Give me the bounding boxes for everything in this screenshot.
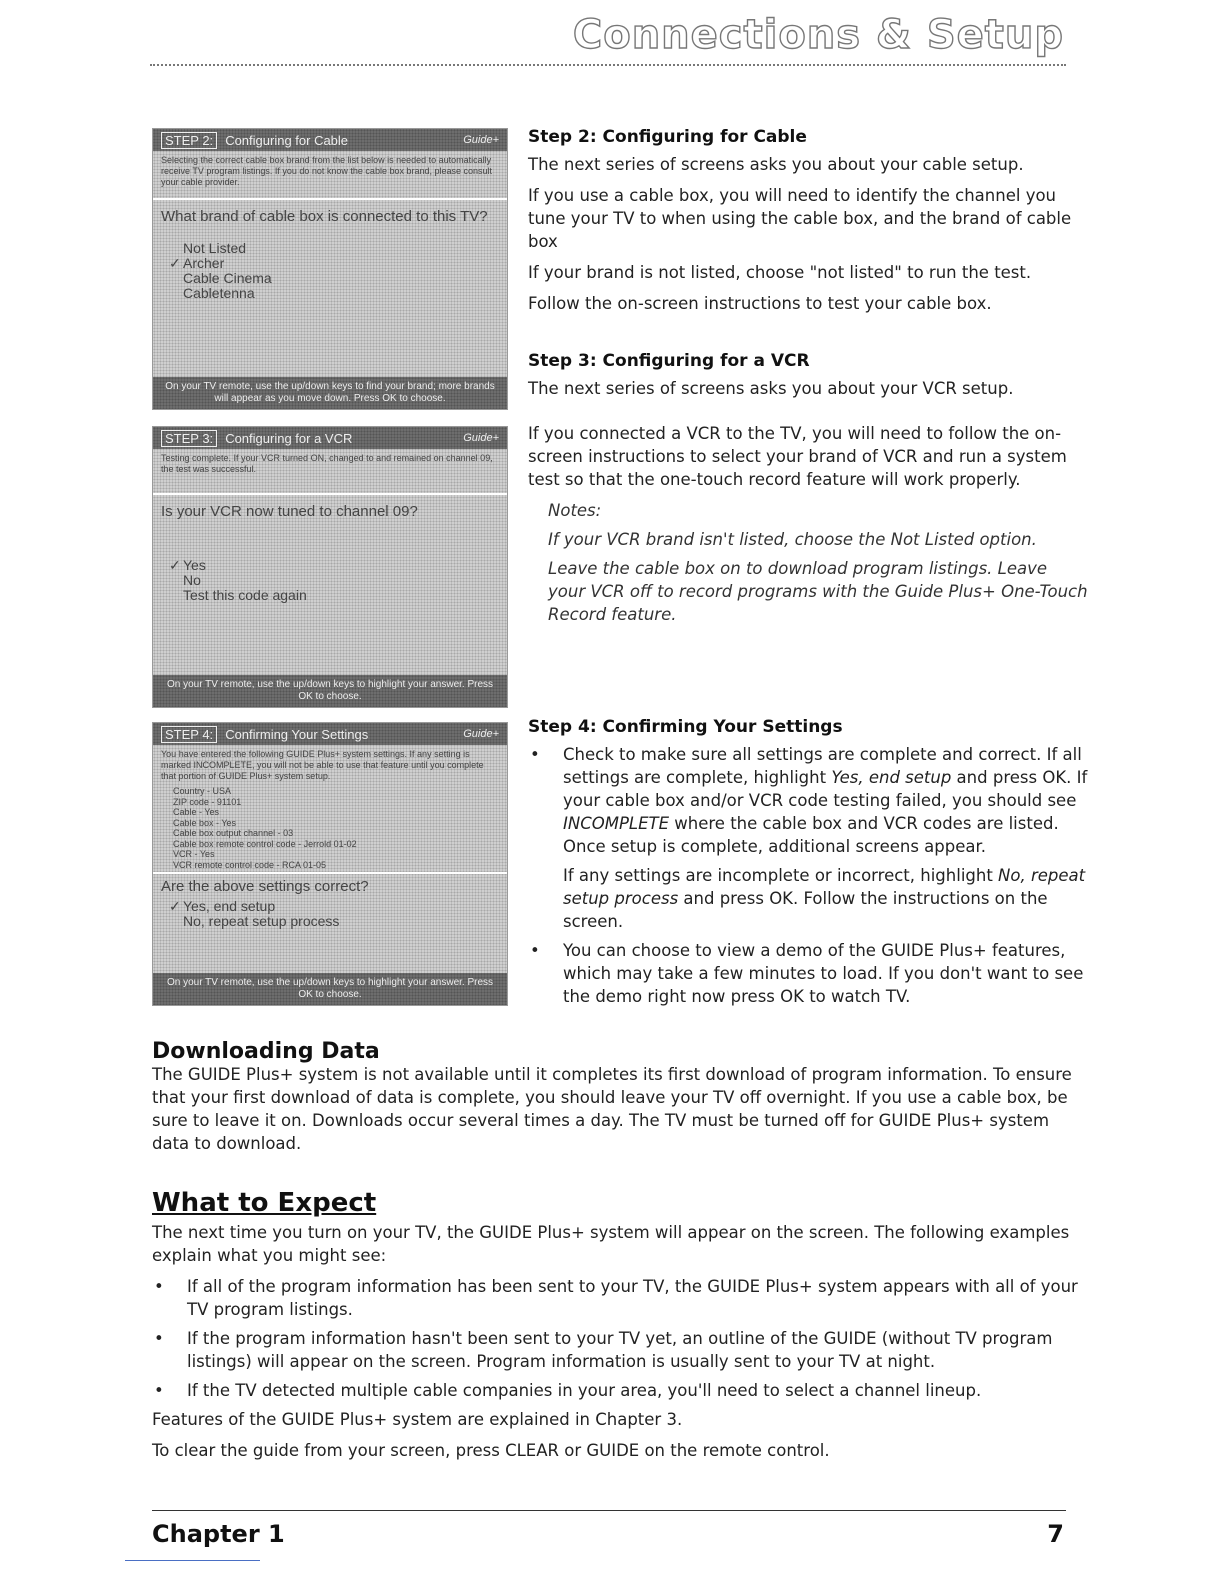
screen-description: You have entered the following GUIDE Plus+ system settings. If any setting is marked INCOMPLETE, you will not be able to use that feature until you complete that portion of GUIDE Plus+ system setup.	[161, 749, 484, 781]
notes-label: Notes:	[548, 501, 602, 520]
paragraph: The next series of screens asks you about your cable setup.	[528, 155, 1024, 174]
option-label: Test this code again	[183, 587, 307, 603]
paragraph: The GUIDE Plus+ system is not available until it completes its first download of program information. To ensure that your first download of data is complete, you should leave your TV off overnight. If you use a cable box, be sure to leave it on. Downloads occur several times a day. The TV must be turned off for GUIDE Plus+ system data to download.	[152, 1065, 1072, 1153]
screen-footer-instructions: On your TV remote, use the up/down keys to highlight your answer. Press OK to choose.	[153, 675, 507, 707]
notes-block	[548, 499, 1088, 626]
option-list	[169, 557, 507, 603]
option-item[interactable]	[183, 241, 507, 256]
screen-divider	[153, 493, 507, 495]
bullet-item: • You can choose to view a demo of the GUIDE Plus+ features, which may take a few minutes to load. If you don't want to see the demo right now press OK to watch TV.	[528, 939, 1088, 1008]
screen-title-bar	[153, 723, 507, 745]
step3-section	[528, 350, 1088, 632]
screen-question: Are the above settings correct?	[161, 878, 369, 895]
screen-question: Is your VCR now tuned to channel 09?	[161, 503, 418, 520]
expect-section	[152, 1188, 1086, 1470]
text: If any settings are incomplete or incorrect, highlight	[563, 866, 999, 885]
screen-divider	[153, 198, 507, 200]
chapter-label: Chapter 1	[152, 1520, 285, 1548]
checkmark-icon: ✓	[169, 898, 181, 914]
paragraph: If your brand is not listed, choose "not listed" to run the test.	[528, 263, 1032, 282]
settings-list	[153, 786, 507, 870]
paragraph: Follow the on-screen instructions to test your cable box.	[528, 294, 992, 313]
text: and press OK. Follow the instructions on the screen.	[563, 889, 1048, 931]
screen-step2	[152, 128, 508, 410]
screen-step-label: STEP 4:	[161, 726, 217, 743]
text: and press OK. If your cable box and/or VCR code testing failed, you should see	[563, 768, 1088, 810]
screen-question: What brand of cable box is connected to this TV?	[161, 208, 488, 225]
setting-row: ZIP code - 91101	[173, 796, 242, 807]
option-item[interactable]	[169, 898, 507, 914]
bullet-item	[528, 743, 1088, 933]
option-label: Not Listed	[183, 240, 247, 256]
option-list	[169, 898, 507, 929]
screen-step4	[152, 722, 508, 1006]
screen-description: Selecting the correct cable box brand from the list below is needed to automatically receive TV program listings. If you do not know the cable box brand, please consult your cable provider.	[161, 155, 493, 187]
setting-row: Cable box remote control code - Jerrold 01-02	[173, 838, 357, 849]
option-item[interactable]	[183, 588, 507, 603]
checkmark-icon: ✓	[169, 557, 181, 573]
option-item[interactable]	[183, 271, 507, 286]
bullet-item: • If all of the program information has been sent to your TV, the GUIDE Plus+ system appears with all of your TV program listings.	[152, 1275, 1086, 1321]
guide-logo: Guide+	[463, 134, 499, 146]
option-label: Yes, end setup	[183, 898, 276, 914]
step4-section	[528, 716, 1088, 1014]
option-item[interactable]	[183, 573, 507, 588]
setting-row: VCR remote control code - RCA 01-05	[173, 859, 327, 870]
option-label: Yes	[183, 557, 206, 573]
guide-logo: Guide+	[463, 432, 499, 444]
bullet-continuation	[563, 864, 1088, 933]
emphasis: Yes, end setup	[831, 768, 952, 787]
checkmark-icon: ✓	[169, 255, 181, 271]
paragraph: If you connected a VCR to the TV, you will need to follow the on-screen instructions to select your brand of VCR and run a system test so that the one-touch record feature will work properly.	[528, 424, 1067, 489]
step2-section	[528, 126, 1088, 323]
footer-divider	[152, 1510, 1066, 1511]
downloading-heading: Downloading Data	[152, 1039, 380, 1064]
guide-logo: Guide+	[463, 728, 499, 740]
option-item[interactable]	[183, 914, 507, 929]
note: If your VCR brand isn't listed, choose the Not Listed option.	[548, 530, 1037, 549]
step4-bullets	[528, 743, 1088, 1008]
paragraph: To clear the guide from your screen, press CLEAR or GUIDE on the remote control.	[152, 1441, 830, 1460]
option-item[interactable]	[169, 557, 507, 573]
screen-divider	[153, 872, 507, 874]
screen-footer-instructions: On your TV remote, use the up/down keys to highlight your answer. Press OK to choose.	[153, 973, 507, 1005]
paragraph: The next series of screens asks you about your VCR setup.	[528, 379, 1014, 398]
setting-row: Cable box output channel - 03	[173, 828, 294, 838]
note: Leave the cable box on to download program listings. Leave your VCR off to record programs with the Guide Plus+ One-Touch Record feature.	[548, 559, 1088, 624]
bullet-item: • If the TV detected multiple cable companies in your area, you'll need to select a channel lineup.	[152, 1379, 1086, 1402]
step3-heading: Step 3: Configuring for a VCR	[528, 351, 810, 371]
page-header-title: Connections & Setup	[572, 12, 1064, 58]
option-label: No	[183, 572, 201, 588]
screen-description: Testing complete. If your VCR turned ON, changed to and remained on channel 09, the test was successful.	[161, 453, 493, 474]
paragraph: Features of the GUIDE Plus+ system are explained in Chapter 3.	[152, 1410, 683, 1429]
text: Check to make sure all settings are complete and correct. If all settings are complete, highlight	[563, 745, 1082, 787]
screen-step-label: STEP 3:	[161, 430, 217, 447]
screen-title: Configuring for Cable	[225, 132, 349, 148]
page-number: 7	[1047, 1520, 1064, 1548]
footer-underline	[125, 1560, 260, 1561]
option-label: Cable Cinema	[183, 270, 272, 286]
emphasis: No, repeat setup process	[563, 866, 1086, 908]
screen-title: Confirming Your Settings	[225, 726, 369, 742]
text: where the cable box and VCR codes are listed. Once setup is complete, additional screens appear.	[563, 814, 1059, 856]
setting-row: VCR - Yes	[173, 849, 215, 859]
paragraph: The next time you turn on your TV, the GUIDE Plus+ system will appear on the screen. The following examples explain what you might see:	[152, 1223, 1070, 1265]
screen-footer-instructions: On your TV remote, use the up/down keys to find your brand; more brands will appear as you move down. Press OK to choose.	[153, 377, 507, 409]
screen-step-label: STEP 2:	[161, 132, 217, 149]
option-item[interactable]	[169, 255, 507, 271]
step4-heading: Step 4: Confirming Your Settings	[528, 717, 843, 737]
expect-heading: What to Expect	[152, 1188, 377, 1218]
option-list	[169, 240, 507, 301]
bullet-item: • If the program information hasn't been sent to your TV yet, an outline of the GUIDE (without TV program listings) will appear on the screen. Program information is usually sent to your TV at night.	[152, 1327, 1086, 1373]
setting-row: Cable box - Yes	[173, 817, 237, 828]
screen-title: Configuring for a VCR	[225, 430, 353, 446]
option-label: Cabletenna	[183, 285, 255, 301]
step2-heading: Step 2: Configuring for Cable	[528, 127, 807, 147]
screen-step3	[152, 426, 508, 708]
option-item[interactable]	[183, 286, 507, 301]
emphasis: INCOMPLETE	[563, 814, 670, 833]
option-label: Archer	[183, 255, 225, 271]
header-divider	[150, 64, 1066, 66]
paragraph: If you use a cable box, you will need to identify the channel you tune your TV to when using the cable box, and the brand of cable box	[528, 186, 1072, 251]
downloading-section	[152, 1040, 1086, 1163]
expect-bullets	[152, 1275, 1086, 1402]
screen-title-bar	[153, 427, 507, 449]
setting-row: Cable - Yes	[173, 807, 220, 817]
option-label: No, repeat setup process	[183, 913, 340, 929]
setting-row: Country - USA	[173, 786, 232, 796]
screen-title-bar	[153, 129, 507, 151]
